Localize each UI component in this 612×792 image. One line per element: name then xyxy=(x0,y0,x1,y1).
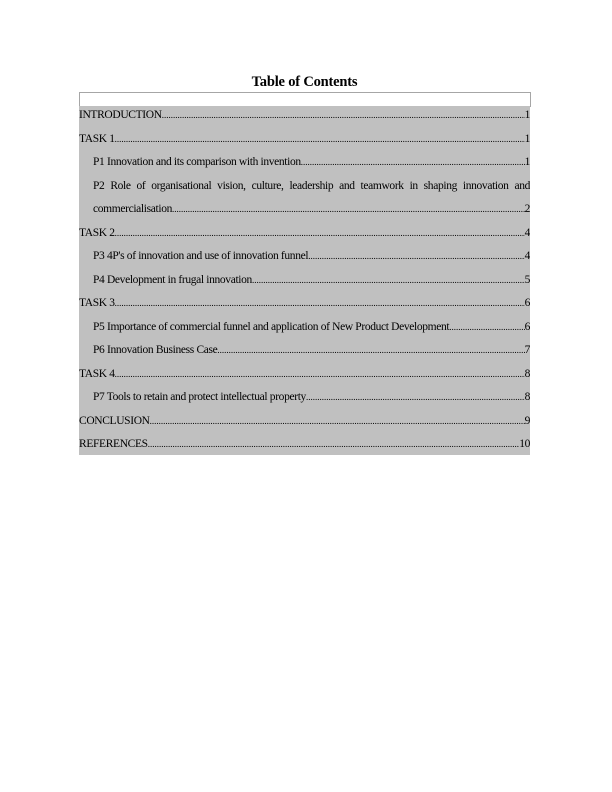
toc-leader-dots xyxy=(115,369,525,379)
toc-entry-label: TASK 3 xyxy=(79,297,115,309)
toc-title: Table of Contents xyxy=(251,74,358,90)
toc-leader-dots xyxy=(148,439,519,449)
toc-leader-dots xyxy=(301,157,525,167)
toc-leader-dots xyxy=(115,298,525,308)
toc-entry-task-3[interactable] xyxy=(79,294,530,318)
toc-entry-label: INTRODUCTION xyxy=(79,109,162,121)
toc-entry-label: P3 4P's of innovation and use of innovation funnel xyxy=(93,250,309,262)
toc-entry-label: P6 Innovation Business Case xyxy=(93,344,218,356)
toc-entry-label: REFERENCES xyxy=(79,438,148,450)
toc-entry-page: 4 xyxy=(524,250,530,262)
toc-entry-p1[interactable] xyxy=(93,153,530,177)
toc-entry-page: 6 xyxy=(524,297,530,309)
toc-entry-p3[interactable] xyxy=(93,247,530,271)
toc-header-box xyxy=(79,92,531,107)
toc-entry-label-line-1: P2 Role of organisational vision, culture, leadership and teamwork in shaping innovation and xyxy=(93,179,530,192)
toc-entry-label: P5 Importance of commercial funnel and application of New Product Development xyxy=(93,320,450,333)
toc-entry-p6[interactable] xyxy=(93,341,530,365)
toc-leader-dots xyxy=(252,275,525,285)
table-of-contents xyxy=(79,106,530,455)
toc-entry-references[interactable] xyxy=(79,435,530,459)
toc-entry-page: 1 xyxy=(524,156,530,168)
toc-entry-page: 8 xyxy=(524,367,530,380)
toc-leader-dots xyxy=(162,110,525,120)
toc-entry-label-line-2: commercialisation xyxy=(93,203,172,215)
toc-entry-label: P7 Tools to retain and protect intellectual property xyxy=(93,391,306,403)
toc-entry-page: 1 xyxy=(524,132,530,145)
toc-entry-page: 5 xyxy=(524,273,530,286)
toc-entry-page: 1 xyxy=(524,109,530,121)
toc-entry-p5[interactable] xyxy=(93,318,530,342)
toc-leader-dots xyxy=(306,392,525,402)
toc-entry-p7[interactable] xyxy=(93,388,530,412)
toc-entry-page: 2 xyxy=(524,203,530,215)
toc-entry-p4[interactable] xyxy=(93,271,530,295)
toc-entry-conclusion[interactable] xyxy=(79,412,530,436)
toc-entry-page: 4 xyxy=(524,226,530,239)
toc-entry-page: 6 xyxy=(524,320,530,333)
toc-entry-label: CONCLUSION xyxy=(79,414,150,427)
toc-entry-task-2[interactable] xyxy=(79,224,530,248)
toc-entry-page: 10 xyxy=(519,438,530,450)
toc-leader-dots xyxy=(308,251,524,261)
toc-entry-label: TASK 2 xyxy=(79,226,115,239)
toc-entry-page: 7 xyxy=(524,344,530,356)
toc-entry-label: P1 Innovation and its comparison with invention xyxy=(93,156,301,168)
toc-entry-p2[interactable] xyxy=(93,177,530,224)
toc-entry-task-4[interactable] xyxy=(79,365,530,389)
toc-entry-page: 9 xyxy=(524,414,530,427)
toc-entry-introduction[interactable] xyxy=(79,106,530,130)
toc-entry-label: TASK 1 xyxy=(79,132,115,145)
toc-leader-dots xyxy=(115,134,525,144)
toc-leader-dots xyxy=(150,416,525,426)
toc-leader-dots xyxy=(172,204,525,214)
toc-leader-dots xyxy=(217,345,524,355)
toc-leader-dots xyxy=(115,228,525,238)
toc-entry-label: TASK 4 xyxy=(79,367,115,380)
toc-leader-dots xyxy=(449,322,524,332)
toc-entry-page: 8 xyxy=(524,391,530,403)
toc-entry-label: P4 Development in frugal innovation xyxy=(93,273,252,286)
toc-entry-task-1[interactable] xyxy=(79,130,530,154)
